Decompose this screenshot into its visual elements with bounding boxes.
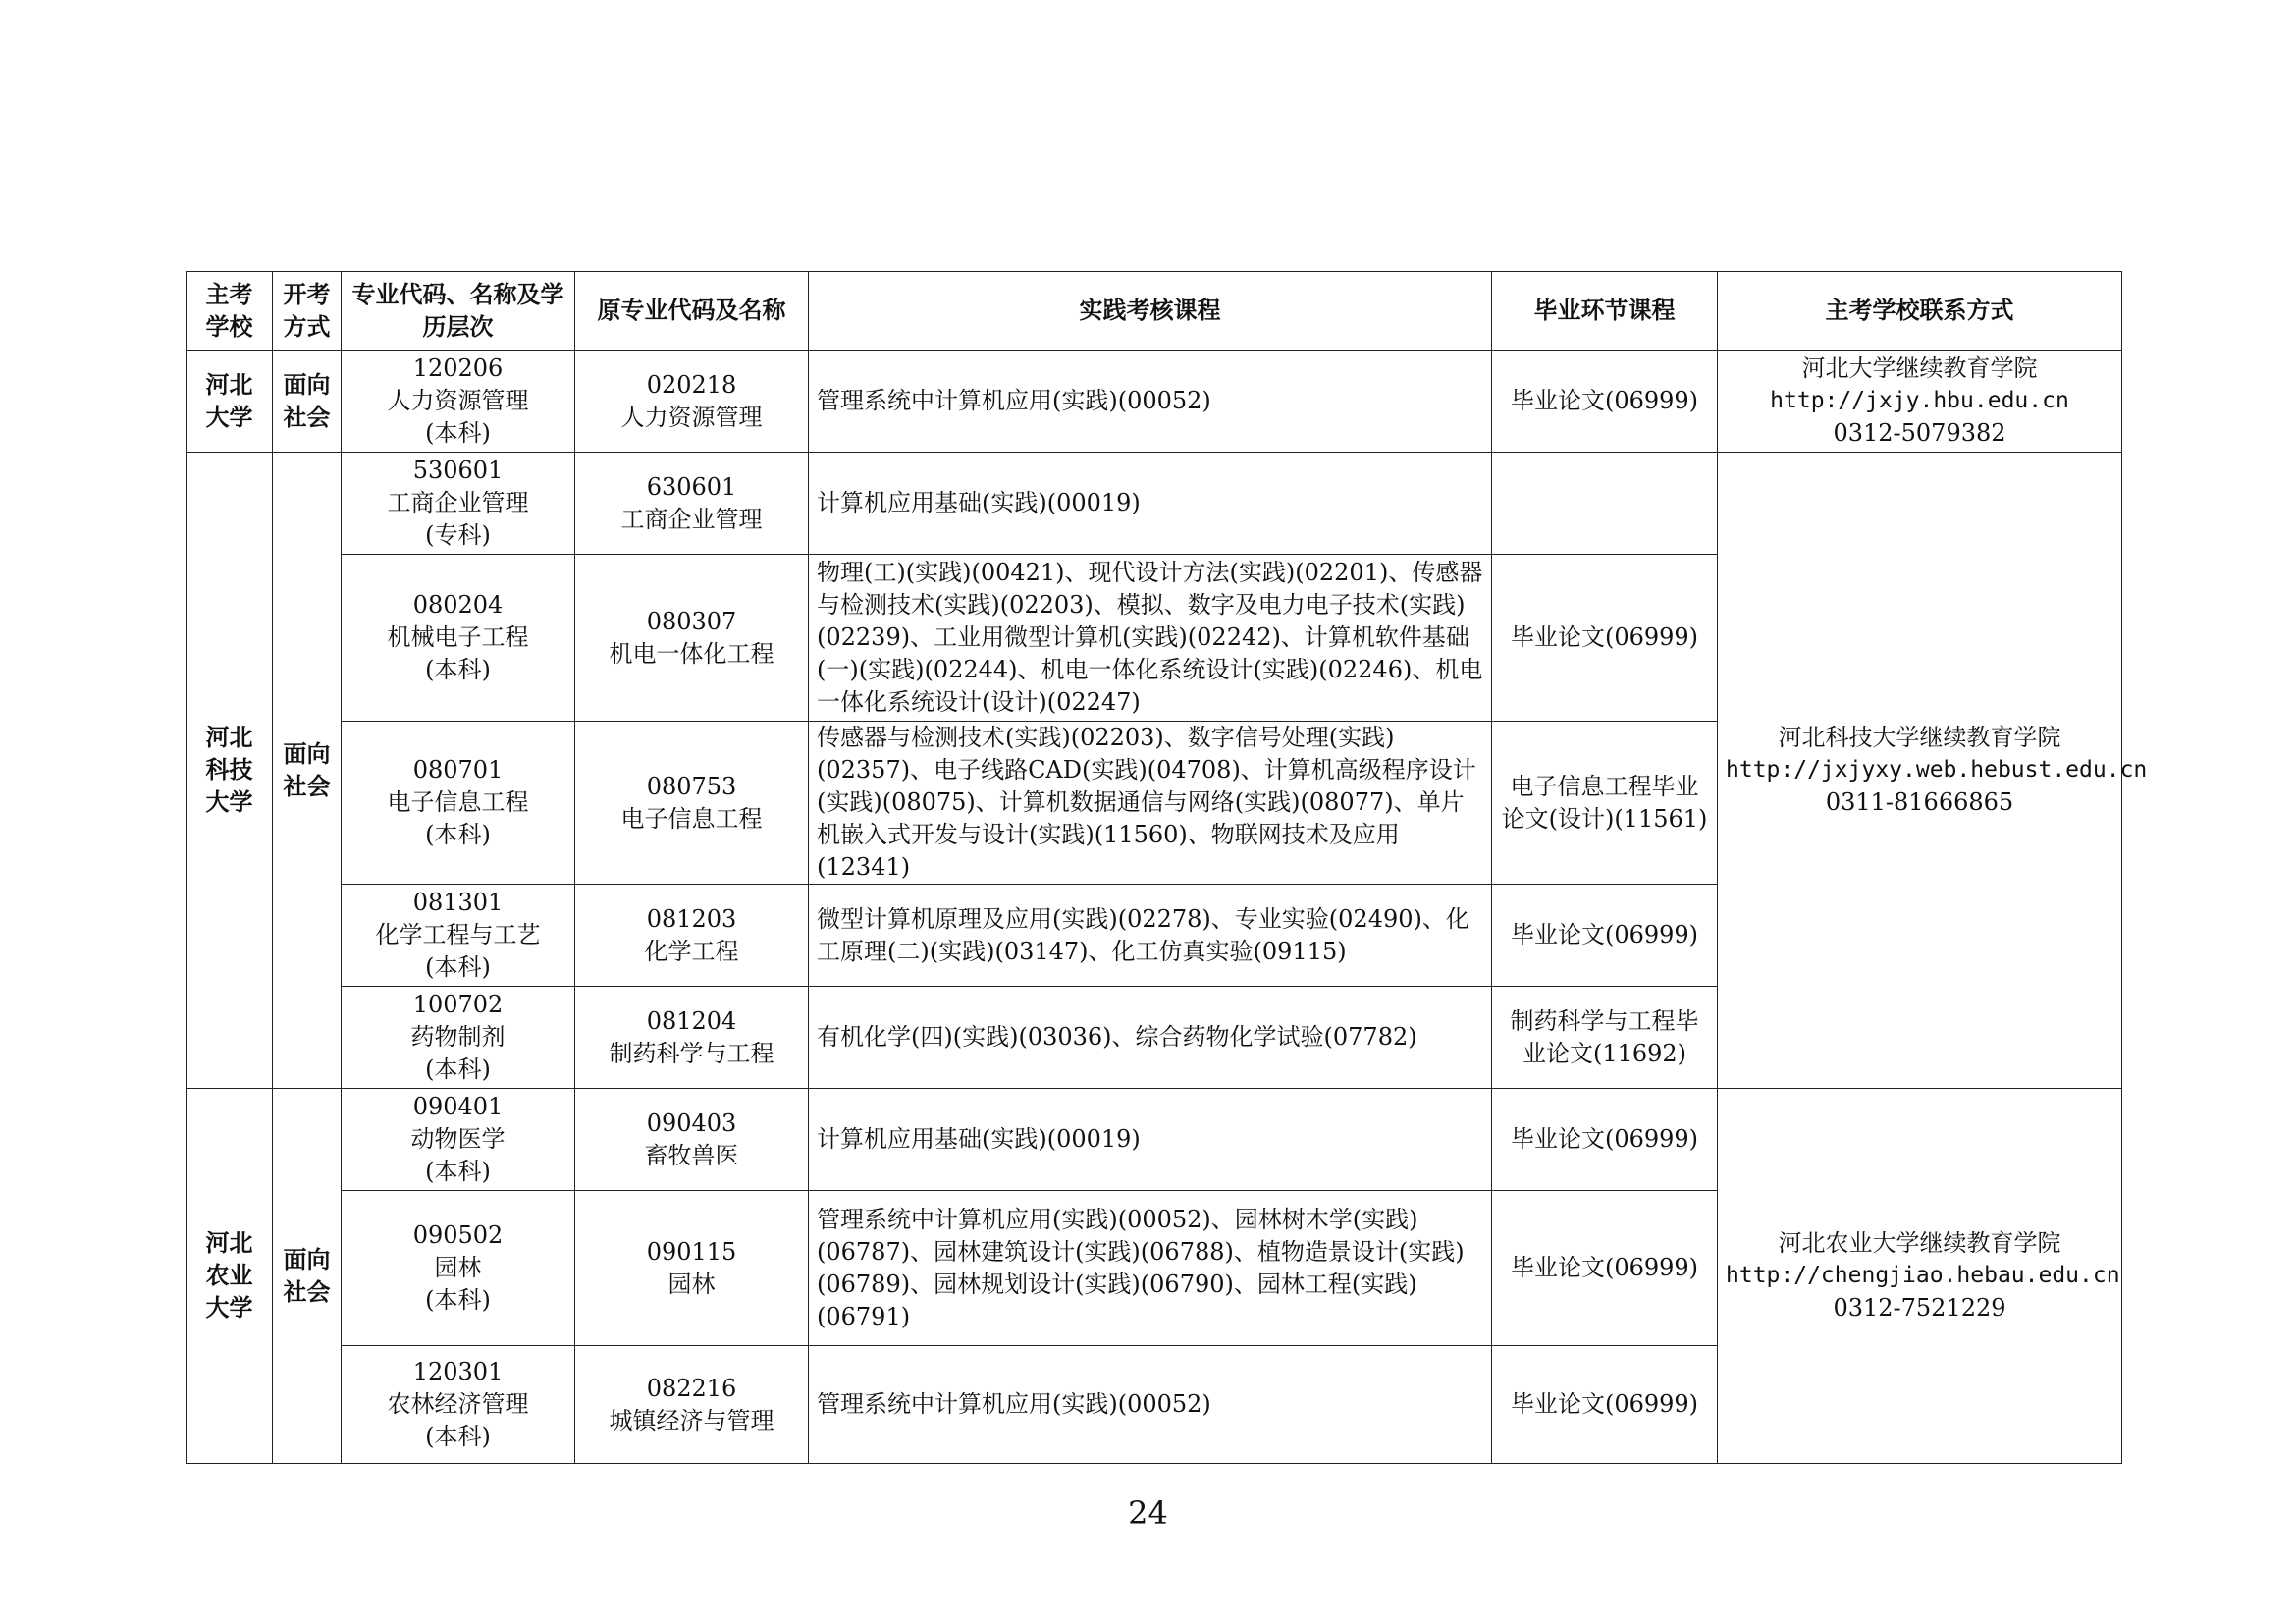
table-row bbox=[187, 453, 2122, 555]
school-cell: 河北科技大学 bbox=[187, 453, 273, 1089]
major-level: (本科) bbox=[425, 656, 491, 683]
mode-cell: 面向社会 bbox=[273, 1089, 342, 1464]
practice-cell: 管理系统中计算机应用(实践)(00052) bbox=[809, 1346, 1492, 1464]
orig-name: 化学工程 bbox=[644, 937, 739, 965]
orig-name: 电子信息工程 bbox=[620, 804, 763, 833]
contact-phone: 0311-81666865 bbox=[1825, 788, 2014, 816]
practice-cell: 有机化学(四)(实践)(03036)、综合药物化学试验(07782) bbox=[809, 987, 1492, 1089]
practice-cell: 计算机应用基础(实践)(00019) bbox=[809, 1089, 1492, 1191]
major-name: 药物制剂 bbox=[410, 1023, 506, 1051]
table-row bbox=[187, 351, 2122, 453]
major-cell bbox=[342, 1346, 575, 1464]
orig-code: 081204 bbox=[646, 1006, 737, 1035]
school-cell: 河北农业大学 bbox=[187, 1089, 273, 1464]
header-grad: 毕业环节课程 bbox=[1492, 272, 1718, 351]
major-cell bbox=[342, 885, 575, 987]
orig-cell bbox=[575, 987, 809, 1089]
contact-name: 河北大学继续教育学院 bbox=[1801, 354, 2038, 382]
major-level: (本科) bbox=[425, 821, 491, 848]
orig-code: 080753 bbox=[646, 772, 737, 800]
major-level: (本科) bbox=[425, 953, 491, 981]
major-cell bbox=[342, 1089, 575, 1191]
orig-cell bbox=[575, 555, 809, 722]
header-orig: 原专业代码及名称 bbox=[575, 272, 809, 351]
orig-code: 081203 bbox=[646, 904, 737, 933]
orig-cell bbox=[575, 351, 809, 453]
admission-table bbox=[186, 271, 2148, 1464]
grad-cell bbox=[1492, 453, 1718, 555]
grad-cell: 制药科学与工程毕业论文(11692) bbox=[1492, 987, 1718, 1089]
contact-url: http://jxjyxy.web.hebust.edu.cn bbox=[1726, 757, 2148, 783]
major-name: 动物医学 bbox=[410, 1125, 506, 1153]
contact-phone: 0312-7521229 bbox=[1833, 1294, 2006, 1322]
major-level: (本科) bbox=[425, 1056, 491, 1083]
table-row bbox=[187, 1089, 2122, 1191]
orig-cell bbox=[575, 885, 809, 987]
orig-code: 082216 bbox=[646, 1374, 737, 1402]
mode-cell: 面向社会 bbox=[273, 351, 342, 453]
major-code: 090401 bbox=[412, 1093, 504, 1120]
page-number: 24 bbox=[1128, 1494, 1168, 1532]
orig-cell bbox=[575, 722, 809, 885]
major-name: 园林 bbox=[434, 1254, 482, 1281]
header-practice: 实践考核课程 bbox=[809, 272, 1492, 351]
major-name: 电子信息工程 bbox=[387, 788, 529, 816]
orig-code: 630601 bbox=[646, 472, 737, 501]
mode-cell: 面向社会 bbox=[273, 453, 342, 1089]
major-code: 090502 bbox=[412, 1221, 504, 1249]
major-name: 人力资源管理 bbox=[387, 387, 529, 414]
major-name: 工商企业管理 bbox=[387, 489, 529, 516]
school-cell: 河北大学 bbox=[187, 351, 273, 453]
grad-cell: 毕业论文(06999) bbox=[1492, 351, 1718, 453]
contact-phone: 0312-5079382 bbox=[1833, 419, 2006, 447]
grad-cell: 毕业论文(06999) bbox=[1492, 1191, 1718, 1346]
major-code: 080701 bbox=[412, 756, 504, 784]
practice-cell: 管理系统中计算机应用(实践)(00052)、园林树木学(实践)(06787)、园林建筑设计(实践)(06788)、植物造景设计(实践)(06789)、园林规划设计(实践)(06790)、园林工程(实践)(06791) bbox=[809, 1191, 1492, 1346]
major-code: 081301 bbox=[412, 889, 504, 916]
major-level: (本科) bbox=[425, 419, 491, 447]
orig-code: 020218 bbox=[646, 370, 737, 399]
major-code: 080204 bbox=[412, 591, 504, 619]
practice-cell: 计算机应用基础(实践)(00019) bbox=[809, 453, 1492, 555]
orig-name: 园林 bbox=[667, 1270, 716, 1298]
header-row bbox=[187, 272, 2122, 351]
practice-cell: 物理(工)(实践)(00421)、现代设计方法(实践)(02201)、传感器与检测技术(实践)(02203)、模拟、数字及电力电子技术(实践)(02239)、工业用微型计算机(实践)(02242)、计算机软件基础(一)(实践)(02244)、机电一体化系统设计(实践)(02246)、机电一体化系统设计(设计)(02247) bbox=[809, 555, 1492, 722]
orig-cell bbox=[575, 1191, 809, 1346]
contact-name: 河北农业大学继续教育学院 bbox=[1778, 1229, 2061, 1257]
orig-name: 工商企业管理 bbox=[620, 505, 763, 533]
major-cell bbox=[342, 987, 575, 1089]
major-name: 农林经济管理 bbox=[387, 1390, 529, 1418]
header-mode: 开考方式 bbox=[273, 272, 342, 351]
major-level: (本科) bbox=[425, 1423, 491, 1450]
practice-cell: 微型计算机原理及应用(实践)(02278)、专业实验(02490)、化工原理(二)(实践)(03147)、化工仿真实验(09115) bbox=[809, 885, 1492, 987]
orig-cell bbox=[575, 453, 809, 555]
major-code: 120301 bbox=[412, 1358, 504, 1385]
major-code: 120206 bbox=[412, 354, 504, 382]
major-level: (本科) bbox=[425, 1158, 491, 1185]
contact-url: http://jxjy.hbu.edu.cn bbox=[1770, 388, 2069, 413]
major-cell bbox=[342, 1191, 575, 1346]
contact-cell bbox=[1718, 1089, 2122, 1464]
orig-code: 080307 bbox=[646, 607, 737, 635]
contact-url: http://chengjiao.hebau.edu.cn bbox=[1726, 1263, 2120, 1288]
header-school: 主考学校 bbox=[187, 272, 273, 351]
orig-name: 人力资源管理 bbox=[620, 403, 763, 431]
major-name: 机械电子工程 bbox=[387, 623, 529, 651]
major-code: 100702 bbox=[412, 991, 504, 1018]
orig-name: 机电一体化工程 bbox=[609, 639, 774, 668]
major-cell bbox=[342, 722, 575, 885]
orig-name: 城镇经济与管理 bbox=[609, 1406, 774, 1435]
orig-code: 090115 bbox=[646, 1237, 737, 1266]
grad-cell: 毕业论文(06999) bbox=[1492, 1089, 1718, 1191]
grad-cell: 毕业论文(06999) bbox=[1492, 555, 1718, 722]
orig-cell bbox=[575, 1089, 809, 1191]
orig-cell bbox=[575, 1346, 809, 1464]
grad-cell: 毕业论文(06999) bbox=[1492, 1346, 1718, 1464]
major-cell bbox=[342, 453, 575, 555]
orig-code: 090403 bbox=[646, 1109, 737, 1137]
orig-name: 畜牧兽医 bbox=[644, 1141, 739, 1169]
practice-cell: 管理系统中计算机应用(实践)(00052) bbox=[809, 351, 1492, 453]
contact-name: 河北科技大学继续教育学院 bbox=[1778, 724, 2061, 751]
header-contact: 主考学校联系方式 bbox=[1718, 272, 2122, 351]
contact-cell bbox=[1718, 453, 2148, 1089]
practice-cell: 传感器与检测技术(实践)(02203)、数字信号处理(实践)(02357)、电子线路CAD(实践)(04708)、计算机高级程序设计(实践)(08075)、计算机数据通信与网络(实践)(08077)、单片机嵌入式开发与设计(实践)(11560)、物联网技术及应用(12341) bbox=[809, 722, 1492, 885]
grad-cell: 毕业论文(06999) bbox=[1492, 885, 1718, 987]
major-level: (专科) bbox=[425, 521, 491, 549]
orig-name: 制药科学与工程 bbox=[609, 1039, 774, 1067]
grad-cell: 电子信息工程毕业论文(设计)(11561) bbox=[1492, 722, 1718, 885]
major-name: 化学工程与工艺 bbox=[375, 921, 541, 948]
contact-cell bbox=[1718, 351, 2122, 453]
major-cell bbox=[342, 555, 575, 722]
header-major: 专业代码、名称及学历层次 bbox=[342, 272, 575, 351]
major-code: 530601 bbox=[412, 457, 504, 484]
major-level: (本科) bbox=[425, 1286, 491, 1314]
major-cell bbox=[342, 351, 575, 453]
